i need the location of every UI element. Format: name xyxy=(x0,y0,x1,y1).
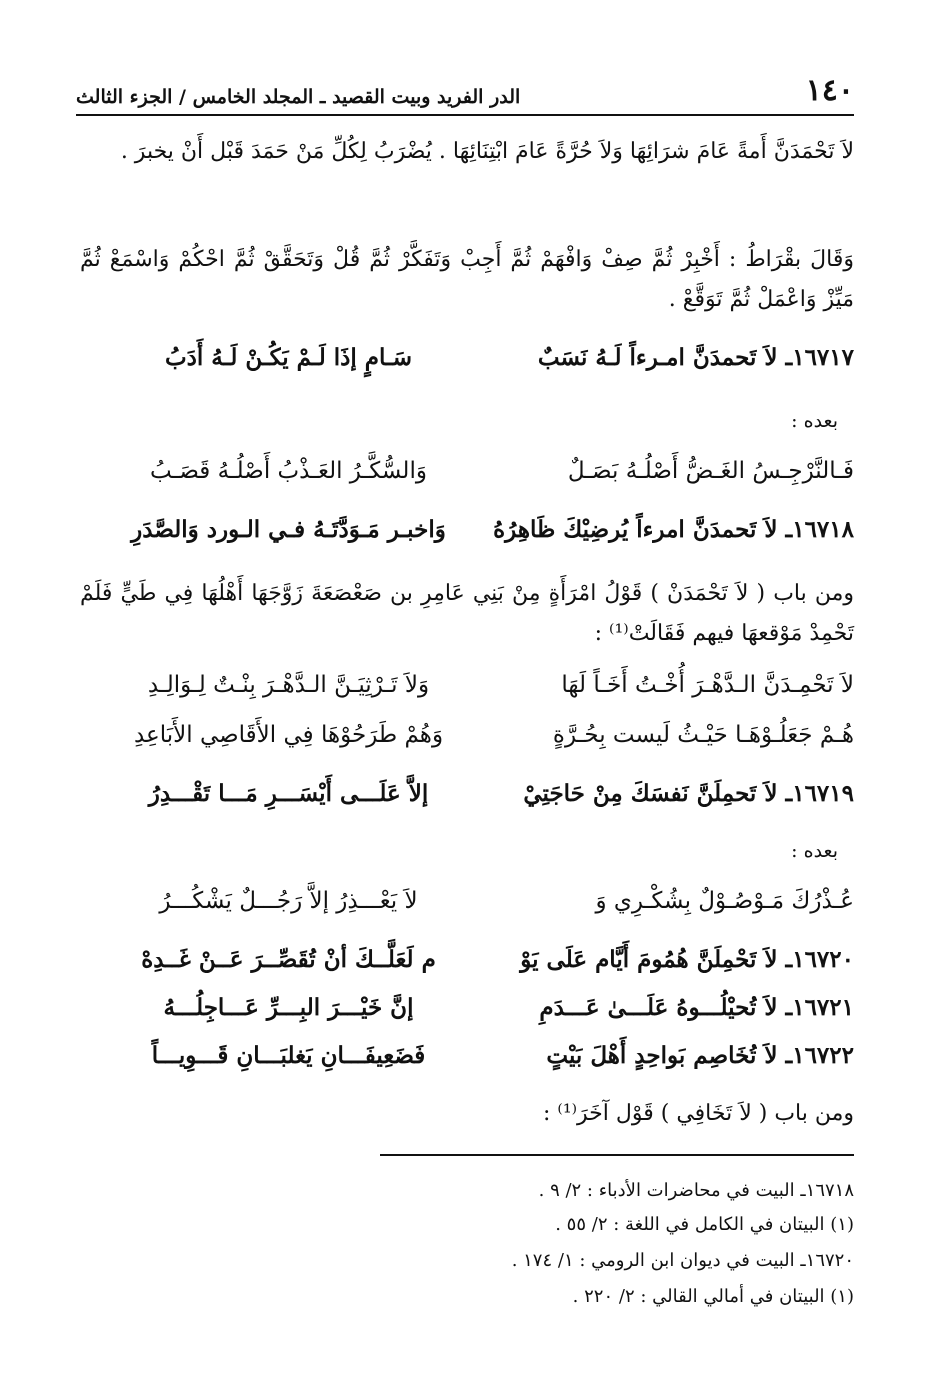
verse-narcissus xyxy=(100,458,854,484)
verse-they-made-her xyxy=(100,722,854,748)
verse-16721 xyxy=(100,994,854,1021)
verse-16719 xyxy=(100,780,854,807)
paragraph-hippocrates: وَقَالَ بقْرَاطُ : أَخْبِرْ ثُمَّ صِفْ وَافْهَمْ ثُمَّ أَجِبْ وَتَفَكَّرْ ثُمَّ قُلْ وَتَحَقَّقْ ثُمَّ احْكُمْ وَاسْمَعْ ثُمَّ مَيِّزْ وَاعْمَلْ ثُمَّ تَوَقَّعْ . xyxy=(80,247,854,312)
page-number: ١٤٠ xyxy=(805,73,854,108)
verse-hemistich-first: ١٦٧٢٢ـ لاَ تُخَاصِم بَواحِدٍ أَهْلَ بَيْتٍ xyxy=(546,1042,854,1069)
after-label: بعده : xyxy=(791,410,838,432)
verse-16717 xyxy=(100,344,854,371)
verse-sister xyxy=(100,672,854,698)
verse-hemistich-second: وَهُمْ طَرَحُوْهَا فِي الأَقَاصِي الأَبَاعِدِ xyxy=(133,722,444,748)
verse-hemistich-second: سَـامٍ إذَا لَـمْ يَكُـنْ لَـهُ أَدَبُ xyxy=(164,344,413,371)
footnote-16718: ١٦٧١٨ـ البيت في محاضرات الأدباء : ٢/ ٩ . xyxy=(538,1180,854,1201)
verse-hemistich-second: وَالسُّكَّـرُ العَـذْبُ أَصْلُـهُ قَصَـبُ xyxy=(150,458,427,484)
verse-hemistich-first: ١٦٧١٩ـ لاَ تَحمِلَنَّ نَفسَكَ مِنْ حَاجَتِيْ xyxy=(523,780,854,807)
verse-hemistich-second: م لَعَلَّــكَ أنْ تُقَصِّــرَ عَــنْ غَــدِهْ xyxy=(141,946,436,973)
verse-hemistich-second: لاَ يَعْـــذِرُ إلاَّ رَجُـــلٌ يَشْكُـــرُ xyxy=(159,888,418,914)
paragraph-woman-amir: ومن باب ( لاَ تَحْمَدَنْ ) قَوْلُ امْرَأَةٍ مِنْ بَنِي عَامِرِ بن صَعْصَعَةَ زَوَّجَهَا أَهْلُهَا فِي طَيٍّ فَلَمْ تَحْمِدْ مَوْقعهَا فيهم فَقَالَتْ⁽¹⁾ : xyxy=(80,581,854,646)
footnote-1a: (١) البيتان في الكامل في اللغة : ٢/ ٥٥ . xyxy=(555,1214,854,1235)
verse-hemistich-second: وَلاَ تَـرْثِيَـنَّ الـدَّهْـرَ بِنْـتٌ لِـوَالِـدِ xyxy=(147,672,430,698)
verse-hemistich-second: وَاخبـر مَـوَدَّتَـهُ فـي الـورد وَالصَّدَرِ xyxy=(131,516,446,543)
verse-excuse xyxy=(100,888,854,914)
after-label: بعده : xyxy=(791,840,838,862)
page-header xyxy=(76,62,854,108)
verse-hemistich-first: هُـمْ جَعَلُـوْهَـا حَيْـثُ لَيست بِحُـرَّةٍ xyxy=(552,722,854,748)
footnote-1b: (١) البيتان في أمالي القالي : ٢/ ٢٢٠ . xyxy=(572,1286,854,1307)
verse-16722 xyxy=(100,1042,854,1069)
footnote-rule xyxy=(380,1154,854,1156)
header-rule xyxy=(76,114,854,116)
verse-hemistich-first: فَـالنَّرْجِـسُ الغَـضُّ أَصْلُـهُ بَصَـلٌ xyxy=(567,458,854,484)
paragraph-proverb: لاَ تَحْمَدَنَّ أَمةً عَامَ شرَائِهَا وَلاَ حُرَّةً عَامَ ابْتِنَائِهَا . يُضْرَبُ لِكُلِّ مَنْ حَمَدَ قَبْل أَنْ يخبرَ . xyxy=(120,139,854,164)
verse-16720 xyxy=(100,946,854,973)
verse-hemistich-second: فَضَعِيفَـــانِ يَغلبَـــانِ قَـــوِيـــاً xyxy=(151,1042,426,1069)
verse-hemistich-second: إنَّ خَيْـــرَ البِـــرِّ عَـــاجِلُـــهُ xyxy=(163,994,414,1021)
running-title: الدر الفريد وبيت القصيد ـ المجلد الخامس / الجزء الثالث xyxy=(76,86,521,108)
verse-hemistich-first: لاَ تَحْمِـدَنَّ الـدَّهْـرَ أُخْـتُ أَخَـاً لَهَا xyxy=(561,672,854,698)
verse-16718 xyxy=(100,516,854,543)
footnote-16720: ١٦٧٢٠ـ البيت في ديوان ابن الرومي : ١/ ١٧٤ . xyxy=(511,1250,854,1271)
verse-hemistich-second: إلاَّ عَلَـــى أَيْسَـــرِ مَـــا تَقْـــدِرُ xyxy=(148,780,429,807)
verse-hemistich-first: ١٦٧١٨ـ لاَ تَحمدَنَّ امرءاً يُرضِيْكَ ظَاهِرُهُ xyxy=(493,516,854,543)
verse-hemistich-first: ١٦٧٢١ـ لاَ تُحيْلُـــوهُ عَلَـــىٰ عَـــدَمِ xyxy=(539,994,854,1021)
verse-hemistich-first: عُـذْرُكَ مَـوْصُـوْلٌ بِشُكْـرِي وَ xyxy=(595,888,854,914)
verse-hemistich-first: ١٦٧٢٠ـ لاَ تَحْمِلَنَّ هُمُومَ أَيَّام عَلَى يَوْ xyxy=(520,946,854,973)
verse-hemistich-first: ١٦٧١٧ـ لاَ تَحمدَنَّ امـرءاً لَـهُ نَسَبٌ xyxy=(537,344,854,371)
paragraph-do-not-fear: ومن باب ( لاَ تَخَافِي ) قَوْل آخَرَ⁽¹⁾ : xyxy=(543,1101,854,1126)
